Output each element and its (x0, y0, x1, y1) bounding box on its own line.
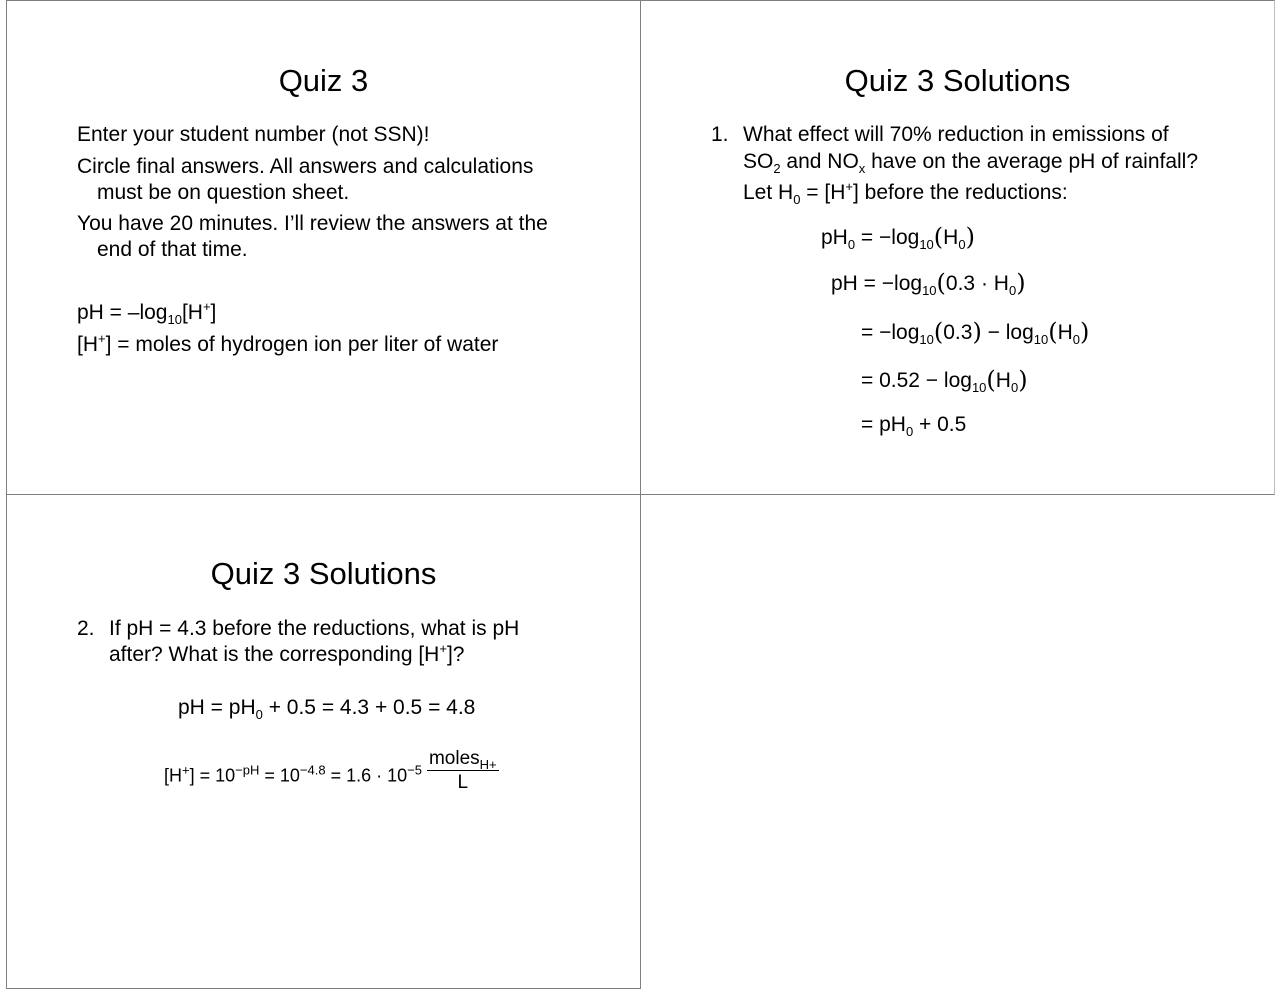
ph-after-equation: pH = $pH_0 + 0.5 = 4.3 + 0.5 = 4.8$ (178, 696, 476, 723)
question-number: 1. (711, 123, 729, 146)
question-line-1: What effect will 70% reduction in emissions of (743, 123, 1169, 146)
question-line-1: If pH = 4.3 before the reductions, what is pH (109, 617, 520, 640)
question-number: 2. (77, 617, 95, 640)
instruction-line-1: Enter your student number (not SSN)! (77, 123, 430, 146)
equation-3: = $-\log_{10}(0.3) - \log_{10}(H_0)$ (861, 318, 1090, 348)
instruction-line-4: You have 20 minutes. I’ll review the answers at the (77, 212, 548, 235)
question-line-2: $SO_2$ and $NO_x$ have on the average pH of rainfall? (743, 150, 1199, 177)
question-line-2: after? What is the corresponding [H+]? (109, 641, 465, 666)
ph-formula: pH = $-\log_{10}[H^+]$ (77, 299, 217, 328)
question-line-3: Let $H_0 = [H^+]$ before the reductions: (743, 179, 1068, 208)
slide-title: Quiz 3 (278, 63, 369, 98)
slide-title: Quiz 3 Solutions (844, 63, 1071, 98)
equation-2: pH = $-\log_{10}(0.3 \cdot H_0)$ (831, 269, 1026, 299)
hydrogen-definition: [H+] = moles of hydrogen ion per liter of water (77, 331, 499, 356)
equation-4: = $0.52 - \log_{10}(H_0)$ (861, 366, 1028, 396)
equation-1: $pH_0 = -\log_{10}(H_0)$ (821, 223, 975, 253)
instruction-line-2: Circle final answers. All answers and calculations (77, 155, 534, 178)
slide-quiz-3-solutions-2 (6, 494, 641, 989)
moles-per-liter-fraction: $\frac{moles_{H+}}{L}$ (428, 748, 497, 793)
equation-5: = $pH_0 + 0.5$ (861, 413, 967, 440)
slide-title: Quiz 3 Solutions (210, 556, 437, 591)
slide-quiz-3-solutions-1 (640, 0, 1275, 495)
instruction-line-5: end of that time. (97, 238, 248, 261)
hydrogen-concentration-equation: $[H^+] = 10^{-pH} = 10^{-4.8} = 1.6 \cdot 10^{-5}$ $\frac{moles_{H+}}{L}$ (164, 748, 497, 793)
instruction-line-3: must be on question sheet. (97, 181, 350, 204)
slide-quiz-3 (6, 0, 641, 495)
